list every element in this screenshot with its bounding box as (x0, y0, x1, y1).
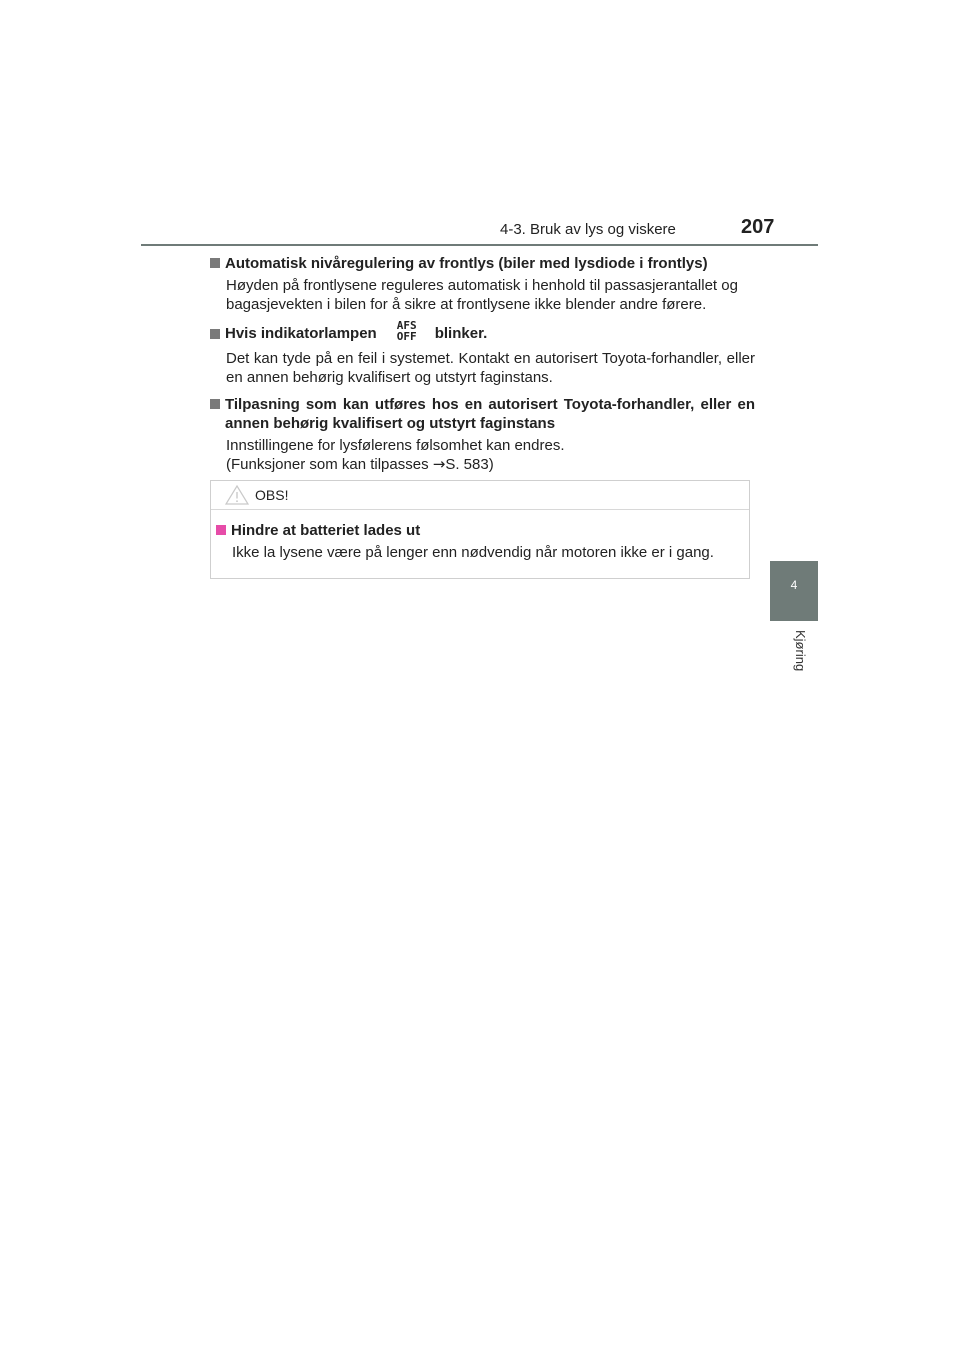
body-text: ) (488, 456, 494, 473)
body-text: (Funksjoner som kan tilpasses (226, 456, 433, 473)
caution-heading (216, 521, 749, 540)
heading-text: Hindre at batteriet lades ut (231, 522, 421, 539)
caution-header (211, 481, 749, 510)
section-heading (210, 318, 755, 343)
chapter-number: 4 (790, 578, 798, 592)
section-body (226, 436, 755, 474)
section-heading (210, 254, 755, 273)
section-body: Det kan tyde på en feil i systemet. Kontakt en autorisert Toyota-forhandler, eller en annen behørig kvalifisert og utstyrt faginstans. (226, 350, 755, 386)
afs-icon-top: AFS (396, 318, 417, 332)
caution-label: OBS! (255, 487, 289, 503)
header-rule (141, 244, 818, 246)
warning-triangle-icon (225, 485, 249, 505)
caution-body: Ikke la lysene være på lenger enn nødvendig når motoren ikke er i gang. (232, 544, 714, 561)
body-line: Innstillingene for lysfølerens følsomhet kan endres. (226, 437, 565, 454)
square-bullet-icon (210, 399, 220, 409)
arrow-right-icon: → (432, 455, 446, 473)
page-reference-link[interactable]: S. 583 (445, 456, 489, 473)
section-customization (210, 395, 755, 474)
heading-text-before-icon: Hvis indikatorlampen (225, 325, 377, 342)
caution-content (211, 510, 749, 562)
chapter-label: Kjøring (793, 630, 808, 672)
square-bullet-icon (210, 329, 220, 339)
afs-off-icon (387, 320, 427, 342)
afs-icon-bottom: OFF (396, 329, 417, 343)
page-number: 207 (741, 216, 775, 238)
heading-text: Automatisk nivåregulering av frontlys (biler med lysdiode i frontlys) (225, 255, 708, 272)
heading-text-after-icon: blinker. (434, 325, 488, 342)
body-line (226, 455, 755, 474)
section-auto-leveling (210, 254, 755, 314)
heading-text: Tilpasning som kan utføres hos en autorisert Toyota-forhandler, eller en annen behørig kvalifisert og utstyrt faginstans (225, 396, 755, 432)
section-body: Høyden på frontlysene reguleres automatisk i henhold til passasjerantallet og bagasjevekten i bilen for å sikre at frontlysene ikke blender andre førere. (226, 277, 738, 313)
chapter-tab[interactable] (770, 561, 818, 621)
square-bullet-icon (210, 258, 220, 268)
section-indicator-blinks (210, 318, 755, 387)
header-section-title: 4-3. Bruk av lys og viskere (500, 221, 676, 238)
square-bullet-icon (216, 525, 226, 535)
caution-box (210, 480, 750, 579)
section-heading (210, 395, 755, 433)
